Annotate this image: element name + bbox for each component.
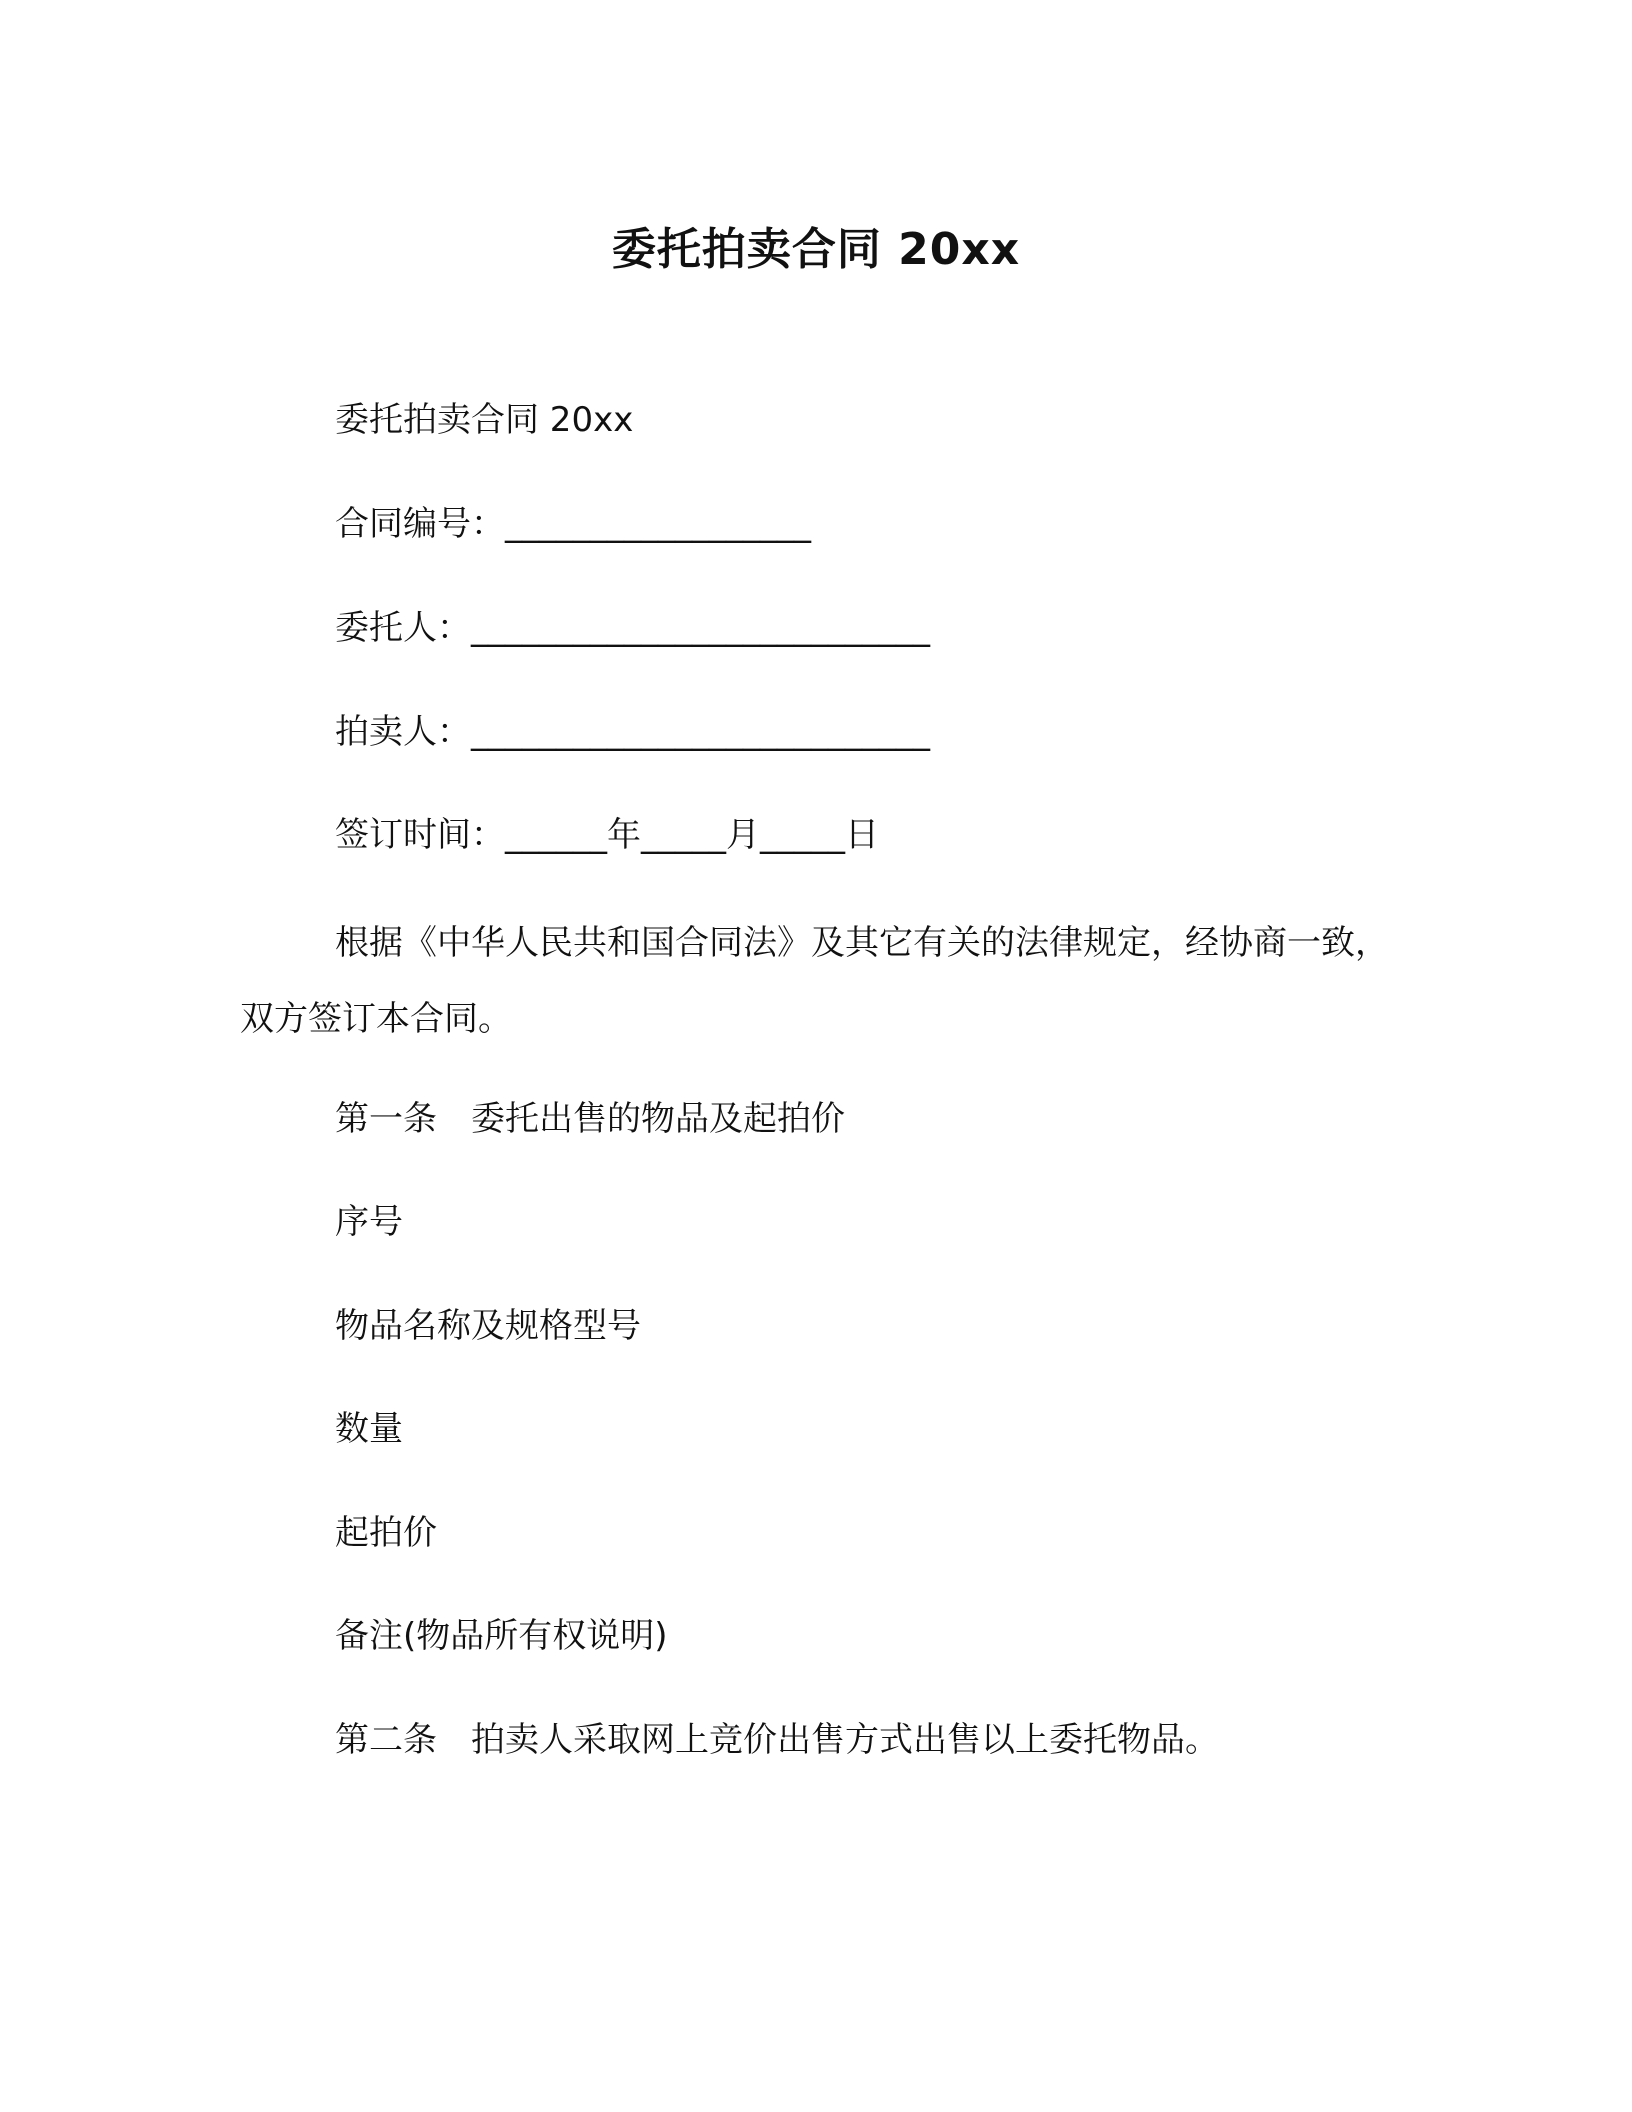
table-field-starting-price: 起拍价 xyxy=(335,1513,437,1553)
table-field-quantity: 数量 xyxy=(335,1409,403,1449)
article-2: 第二条 拍卖人采取网上竞价出售方式出售以上委托物品。 xyxy=(335,1720,1219,1760)
intro-paragraph: 根据《中华人民共和国合同法》及其它有关的法律规定，经协商一致，双方签订本合同。 xyxy=(240,923,1389,1039)
subtitle-line: 委托拍卖合同 20xx xyxy=(335,400,634,440)
table-field-serial: 序号 xyxy=(335,1202,403,1242)
auctioneer-line: 拍卖人：___________________________ xyxy=(335,712,930,752)
document-title: 委托拍卖合同 20xx xyxy=(611,224,1021,275)
signing-date-line: 签订时间：______年_____月_____日 xyxy=(335,815,879,855)
article-1-heading: 第一条 委托出售的物品及起拍价 xyxy=(335,1099,845,1139)
contract-number-line: 合同编号：__________________ xyxy=(335,504,811,544)
client-line: 委托人：___________________________ xyxy=(335,608,930,648)
table-field-remarks: 备注(物品所有权说明) xyxy=(335,1616,668,1656)
table-field-item-name: 物品名称及规格型号 xyxy=(335,1306,641,1346)
